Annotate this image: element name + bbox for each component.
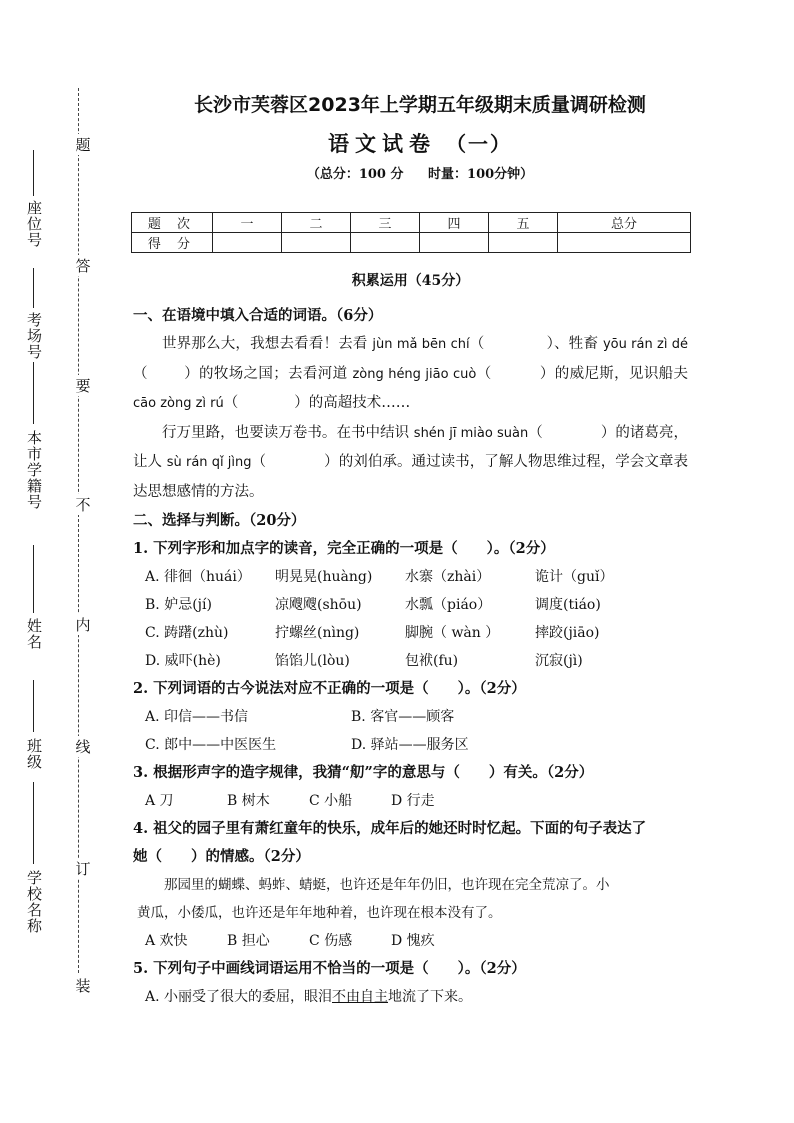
table-cell: 一 xyxy=(213,213,282,233)
option-row xyxy=(133,647,688,675)
binding-line-name xyxy=(33,545,34,613)
option-d[interactable]: D 愧疚 xyxy=(391,933,435,949)
option-row xyxy=(133,927,688,955)
exam-content xyxy=(133,270,688,1011)
table-cell: 三 xyxy=(351,213,420,233)
text: （ xyxy=(223,395,239,411)
score-cell[interactable] xyxy=(420,233,489,253)
option-b[interactable]: B. 妒忌(jí) xyxy=(145,597,212,613)
pinyin: shén jī miào suàn xyxy=(413,425,529,441)
option-word: 馅馅儿(lòu) xyxy=(275,653,350,669)
subquestion-2: 2. 下列词语的古今说法对应不正确的一项是（ ）。（2分） xyxy=(133,680,526,697)
option-word: 包袱(fu) xyxy=(405,653,459,669)
score-cell[interactable] xyxy=(489,233,558,253)
quote-line-1: 那园里的蝴蝶、蚂蚱、蜻蜓，也许还是年年仍旧，也许现在完全荒凉了。小 xyxy=(164,877,610,893)
seal-char: 装 xyxy=(75,977,91,995)
table-row xyxy=(132,233,691,253)
text: ）、牲畜 xyxy=(546,336,603,352)
question-1-heading: 一、在语境中填入合适的词语。（6分） xyxy=(133,307,383,324)
total-score: （总分：100 分 xyxy=(306,167,404,182)
option-a[interactable]: A. 印信——书信 xyxy=(145,709,249,725)
subquestion-4-line-2: 她（ ）的情感。（2分） xyxy=(133,848,310,865)
binding-label-exam-room: 考场号 xyxy=(25,312,43,360)
seal-char: 不 xyxy=(75,496,91,514)
exam-title: 长沙市芙蓉区2023年上学期五年级期末质量调研检测 xyxy=(194,94,646,116)
binding-line-school xyxy=(33,782,34,864)
option-d[interactable]: D. 驿站——服务区 xyxy=(351,737,469,753)
option-b[interactable]: B 担心 xyxy=(227,933,270,949)
table-cell: 得 分 xyxy=(132,233,213,253)
text: ）的威尼斯，见识船夫 xyxy=(539,365,689,382)
option-b[interactable]: B. 客官——顾客 xyxy=(351,709,455,725)
option-word: 脚腕（ wàn ） xyxy=(405,625,500,641)
binding-label-seat: 座位号 xyxy=(25,200,43,248)
pinyin: jùn mǎ bēn chí xyxy=(372,337,470,352)
binding-label-student-id: 本市学籍号 xyxy=(25,430,43,510)
option-row xyxy=(133,591,688,619)
subquestion-5: 5. 下列句子中画线词语运用不恰当的一项是（ ）。（2分） xyxy=(133,960,526,977)
text: ）的刘伯承。通过读书，了解人物思维过程，学会文章表达思想感情的方法。 xyxy=(133,454,689,500)
binding-line-class xyxy=(33,680,34,732)
text: A. 小丽受了很大的委屈，眼泪 xyxy=(145,989,333,1005)
score-cell[interactable] xyxy=(282,233,351,253)
option-row xyxy=(133,731,688,759)
binding-label-school: 学校名称 xyxy=(25,870,43,934)
exam-subtitle xyxy=(100,128,740,158)
text: 行万里路，也要读万卷书。在书中结识 xyxy=(162,424,414,441)
text: ）的高超技术…… xyxy=(294,395,411,411)
binding-label-name: 姓名 xyxy=(25,618,43,650)
option-d[interactable]: D 行走 xyxy=(391,793,435,809)
seal-char: 答 xyxy=(75,257,91,275)
exam-meta xyxy=(100,163,740,182)
text: 地流了下来。 xyxy=(388,989,473,1005)
binding-line-exam-room xyxy=(33,268,34,308)
question-1-paragraph-2 xyxy=(133,419,688,508)
table-row xyxy=(132,213,691,233)
binding-line-seat xyxy=(33,150,34,196)
text: 世界那么大，我想去看看！去看 xyxy=(162,336,373,352)
text: （ xyxy=(469,336,485,352)
option-row xyxy=(133,703,688,731)
score-table xyxy=(131,212,691,253)
option-word: 水瓢（piáo） xyxy=(405,597,492,613)
text: ）的诸葛亮，让人 xyxy=(133,424,689,470)
text: （ xyxy=(133,365,148,382)
underlined-phrase: 不由自主 xyxy=(332,989,389,1005)
option-row xyxy=(133,619,688,647)
seal-char: 要 xyxy=(75,377,91,395)
option-word: 调度(tiáo) xyxy=(535,597,601,613)
option-c[interactable]: C. 郎中——中医医生 xyxy=(145,737,277,753)
text: ）的牧场之国；去看河道 xyxy=(183,365,353,382)
option-word: 凉飕飕(shōu) xyxy=(275,597,362,613)
pinyin: sù rán qǐ jìng xyxy=(166,455,252,470)
table-cell: 总分 xyxy=(558,213,691,233)
option-c[interactable]: C 伤感 xyxy=(309,933,353,949)
option-a[interactable]: A 欢快 xyxy=(145,933,188,949)
quote-line-2: 黄瓜，小倭瓜，也许还是年年地种着，也许现在根本没有了。 xyxy=(137,905,502,921)
subtitle-text: 语文试卷 xyxy=(328,131,436,156)
table-cell: 题 次 xyxy=(132,213,213,233)
option-c[interactable]: C 小船 xyxy=(309,793,353,809)
text: （ xyxy=(528,424,543,441)
score-cell[interactable] xyxy=(558,233,691,253)
pinyin: yōu rán zì dé xyxy=(602,337,689,352)
option-row xyxy=(133,983,688,1011)
question-1-paragraph-1 xyxy=(133,330,688,419)
score-cell[interactable] xyxy=(351,233,420,253)
subquestion-1: 1. 下列字形和加点字的读音，完全正确的一项是（ ）。（2分） xyxy=(133,540,555,557)
subquestion-3: 3. 根据形声字的造字规律，我猜“舠”字的意思与（ ）有关。（2分） xyxy=(133,764,594,781)
pinyin: zòng héng jiāo cuò xyxy=(352,366,477,382)
seal-char: 题 xyxy=(75,136,91,154)
option-a[interactable]: A. 徘徊（huái） xyxy=(145,569,251,585)
table-cell: 五 xyxy=(489,213,558,233)
table-cell: 四 xyxy=(420,213,489,233)
time-limit: 时量：100分钟） xyxy=(428,167,534,182)
binding-line-student-id xyxy=(33,362,34,424)
option-word: 明晃晃(huàng) xyxy=(275,569,373,585)
binding-label-class: 班级 xyxy=(25,738,43,770)
option-word: 摔跤(jiāo) xyxy=(535,625,600,641)
option-row xyxy=(133,787,688,815)
text: （ xyxy=(251,454,267,470)
option-c[interactable]: C. 踌躇(zhù) xyxy=(145,625,229,641)
option-a[interactable]: A 刀 xyxy=(145,793,174,809)
option-b[interactable]: B 树木 xyxy=(227,793,270,809)
section-title: 积累运用（45分） xyxy=(351,273,470,289)
seal-char: 订 xyxy=(75,860,91,878)
subquestion-4-line-1: 4. 祖父的园子里有萧红童年的快乐，成年后的她还时时忆起。下面的句子表达了 xyxy=(133,820,647,837)
option-word: 沉寂(jì) xyxy=(535,653,583,669)
seal-char: 内 xyxy=(75,616,91,634)
option-word: 水寨（zhài） xyxy=(405,569,491,585)
score-cell[interactable] xyxy=(213,233,282,253)
seal-char: 线 xyxy=(75,738,91,756)
option-word: 拧螺丝(nìng) xyxy=(275,625,360,641)
table-cell: 二 xyxy=(282,213,351,233)
text: （ xyxy=(476,365,492,382)
subtitle-paren: （一） xyxy=(446,132,512,156)
option-word: 诡计（guǐ） xyxy=(535,569,614,585)
question-2-heading: 二、选择与判断。（20分） xyxy=(133,512,306,529)
pinyin: cāo zòng zì rú xyxy=(133,396,224,411)
option-a[interactable] xyxy=(145,983,472,1011)
option-d[interactable]: D. 威吓(hè) xyxy=(145,653,221,669)
option-row xyxy=(133,563,688,591)
